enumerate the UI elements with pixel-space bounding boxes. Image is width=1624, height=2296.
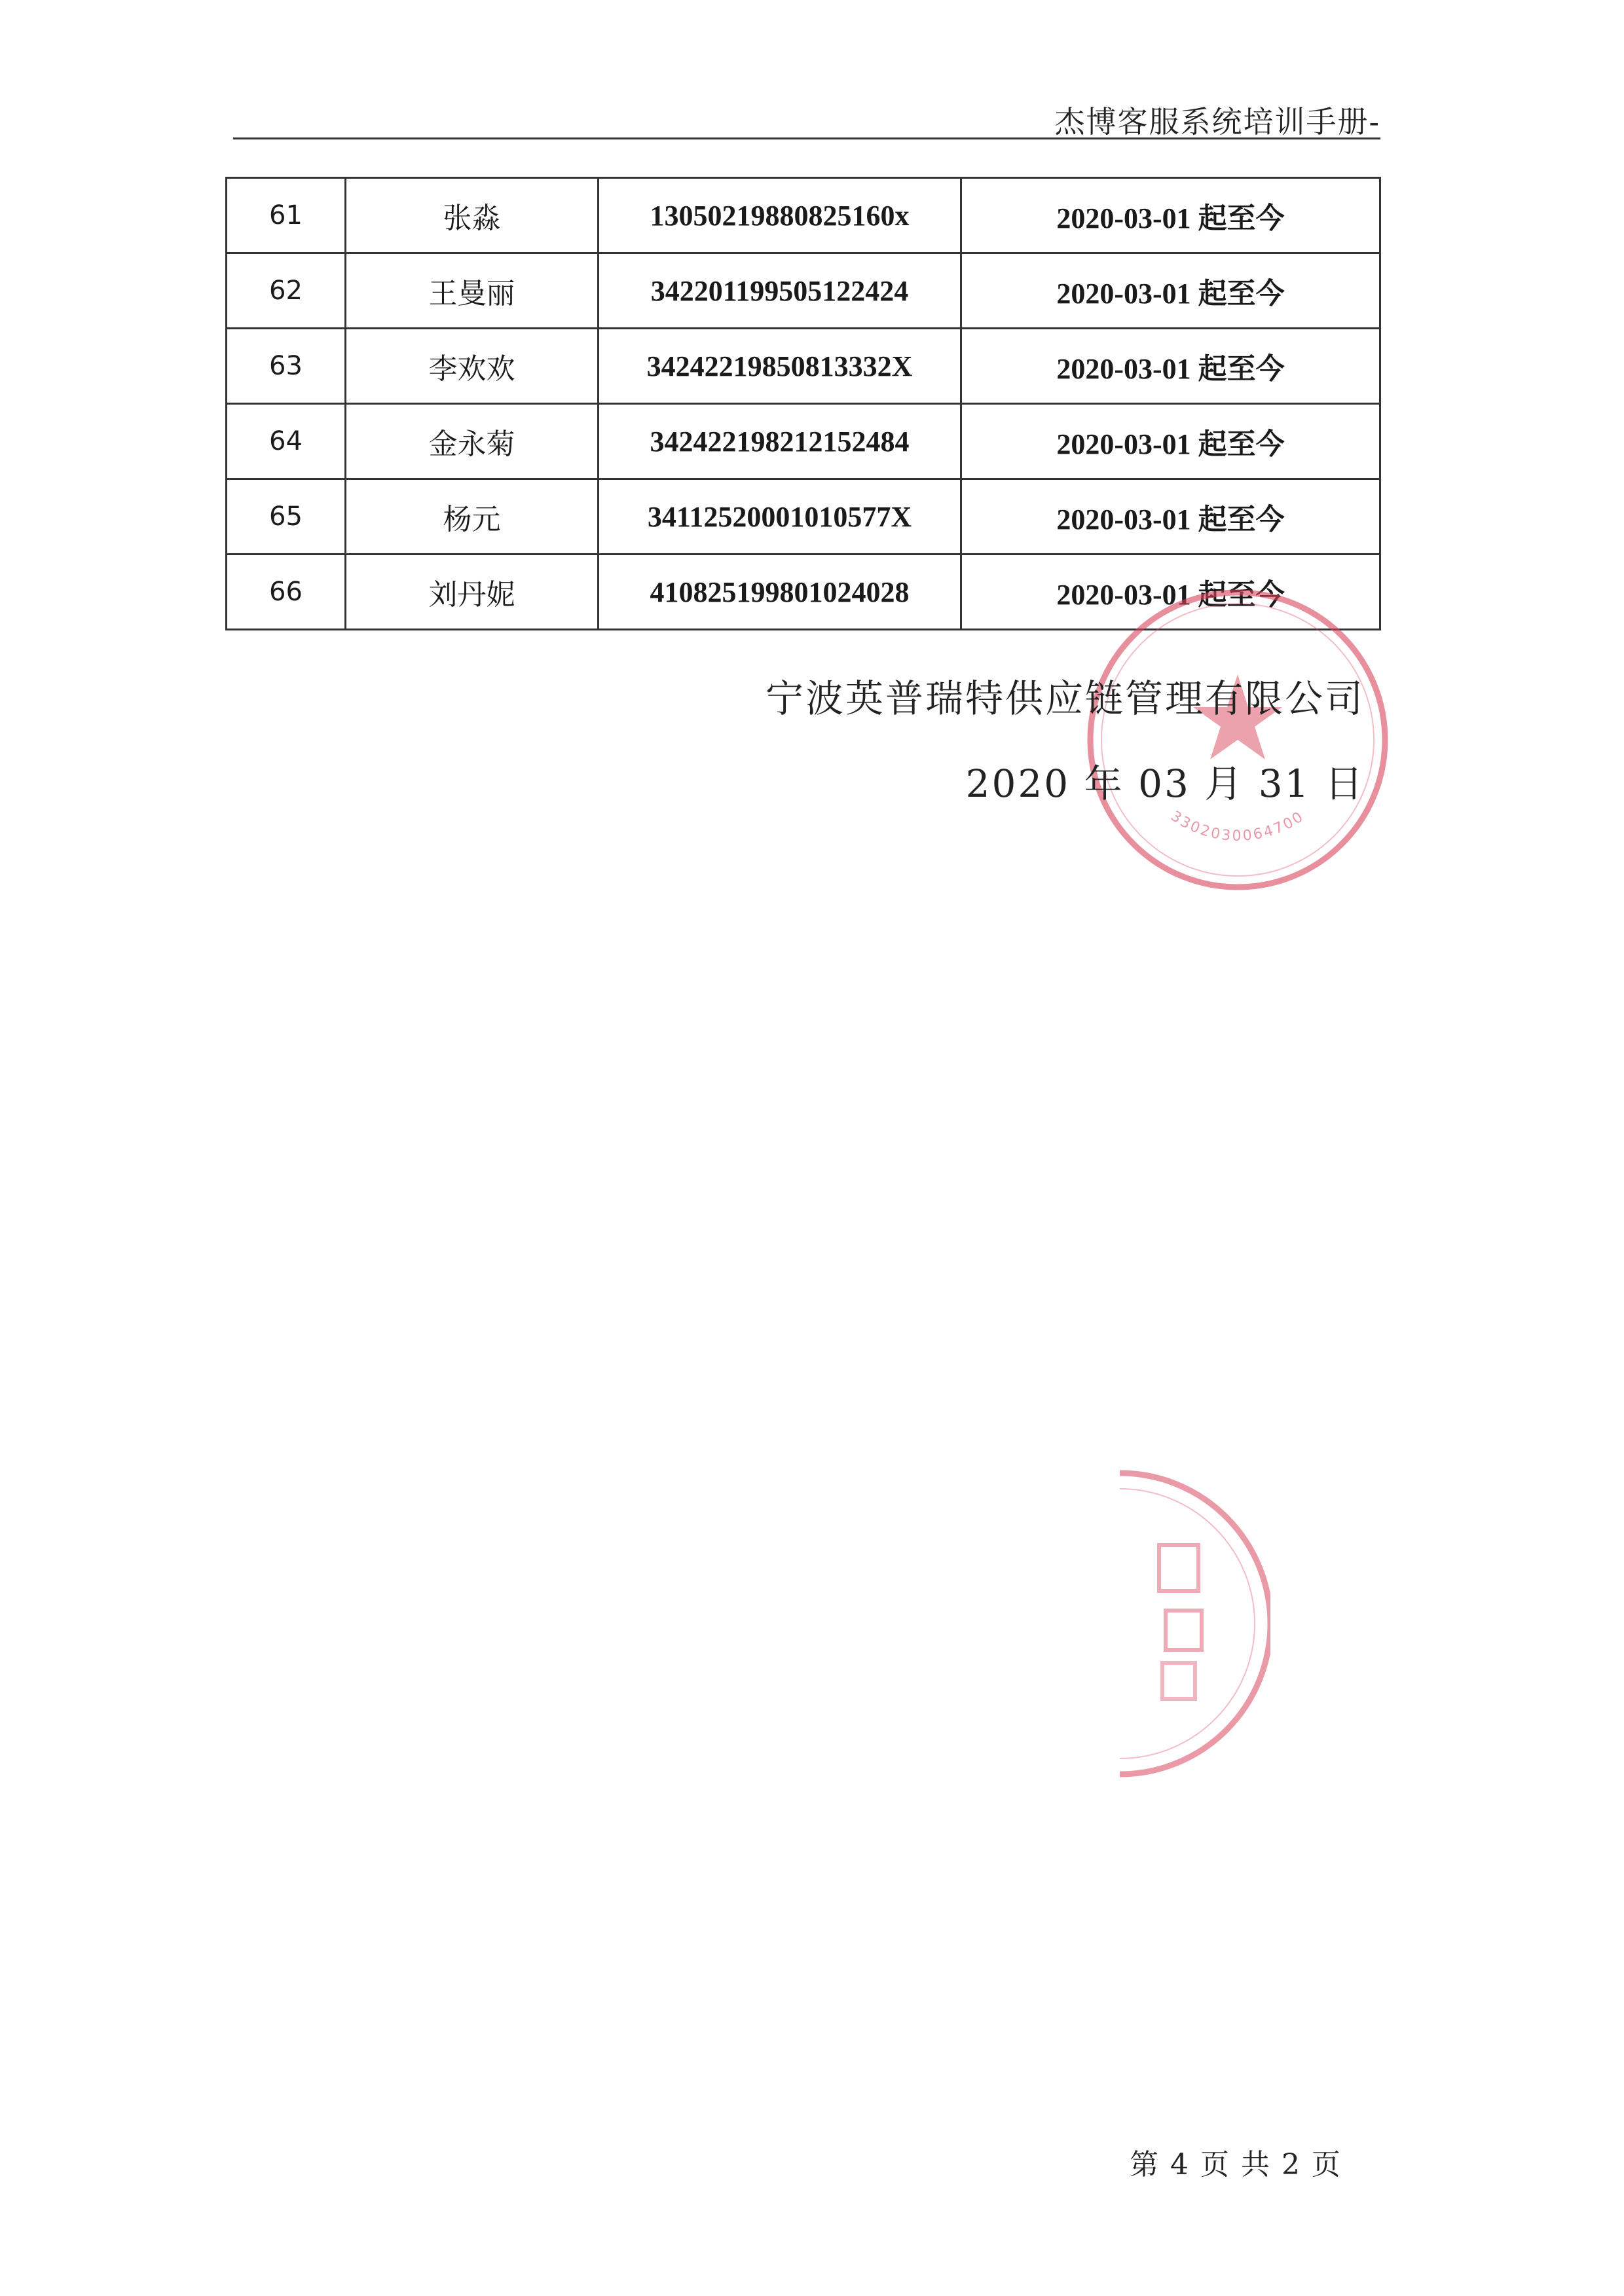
person-name: 刘丹妮	[346, 555, 599, 630]
header-title: 杰博客服系统培训手册-	[1054, 104, 1380, 139]
company-seal	[1074, 576, 1401, 903]
employment-period: 2020-03-01 起至今	[961, 479, 1380, 555]
table-row	[227, 178, 1380, 253]
person-name: 金永菊	[346, 404, 599, 479]
row-number: 66	[227, 555, 346, 630]
roster-table	[225, 177, 1381, 630]
company-name: 宁波英普瑞特供应链管理有限公司	[765, 676, 1365, 721]
row-number: 65	[227, 479, 346, 555]
row-number: 63	[227, 329, 346, 404]
employment-period: 2020-03-01 起至今	[961, 404, 1380, 479]
employment-period: 2020-03-01 起至今	[961, 329, 1380, 404]
id-number: 34242219850813332X	[599, 329, 961, 404]
id-number: 342422198212152484	[599, 404, 961, 479]
signature-date: 2020 年 03 月 31 日	[965, 761, 1365, 806]
person-name: 王曼丽	[346, 253, 599, 329]
employment-period: 2020-03-01 起至今	[961, 555, 1380, 630]
id-number: 342201199505122424	[599, 253, 961, 329]
table-row	[227, 253, 1380, 329]
id-number: 34112520001010577X	[599, 479, 961, 555]
id-number: 13050219880825160x	[599, 178, 961, 253]
company-seal-half	[1113, 1467, 1270, 1781]
row-number: 61	[227, 178, 346, 253]
row-number: 64	[227, 404, 346, 479]
person-name: 李欢欢	[346, 329, 599, 404]
employment-period: 2020-03-01 起至今	[961, 253, 1380, 329]
table-row	[227, 479, 1380, 555]
seal-number: 3302030064700	[1168, 808, 1308, 845]
employment-period: 2020-03-01 起至今	[961, 178, 1380, 253]
table-row	[227, 404, 1380, 479]
page-footer: 第 4 页 共 2 页	[1130, 2148, 1342, 2181]
row-number: 62	[227, 253, 346, 329]
table-row	[227, 329, 1380, 404]
person-name: 张淼	[346, 178, 599, 253]
person-name: 杨元	[346, 479, 599, 555]
id-number: 410825199801024028	[599, 555, 961, 630]
header-divider	[233, 137, 1380, 139]
